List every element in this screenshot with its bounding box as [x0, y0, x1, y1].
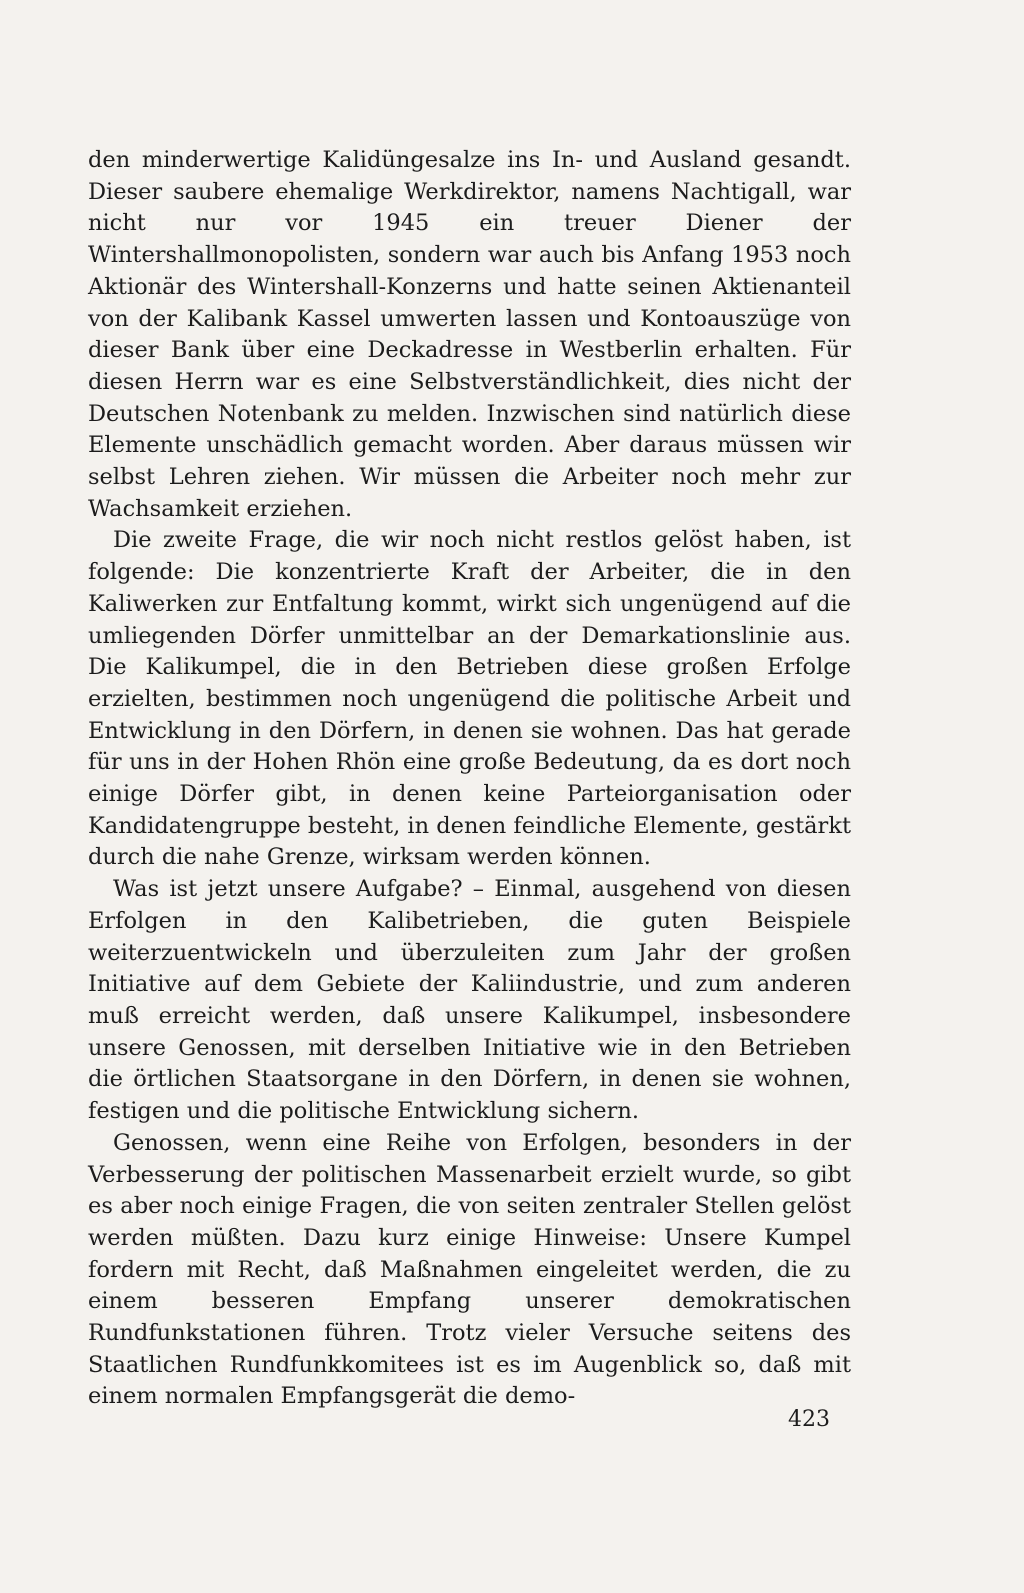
- paragraph-3: Was ist jetzt unsere Aufgabe? – Einmal, ausgehend von diesen Erfolgen in den Kalibetrieben, die guten Beispiele weiterzuentwickeln und überzuleiten zum Jahr der großen Initiative auf dem Gebiete der Kaliindustrie, und zum anderen muß erreicht werden, daß unsere Kalikumpel, insbesondere unsere Genossen, mit derselben Initiative wie in den Betrieben die örtlichen Staatsorgane in den Dörfern, in denen sie wohnen, festigen und die politische Entwicklung sichern.: [88, 876, 851, 1125]
- paragraph-2: Die zweite Frage, die wir noch nicht restlos gelöst haben, ist folgende: Die konzentrierte Kraft der Arbeiter, die in den Kaliwerken zur Entfaltung kommt, wirkt sich ungenügend auf die umliegenden Dörfer unmittelbar an der Demarkationslinie aus. Die Kalikumpel, die in den Betrieben diese großen Erfolge erzielten, bestimmen noch ungenügend die politische Arbeit und Entwicklung in den Dörfern, in denen sie wohnen. Das hat gerade für uns in der Hohen Rhön eine große Bedeutung, da es dort noch einige Dörfer gibt, in denen keine Parteiorganisation oder Kandidatengruppe besteht, in denen feindliche Elemente, gestärkt durch die nahe Grenze, wirksam werden können.: [88, 527, 851, 871]
- paragraph-4: Genossen, wenn eine Reihe von Erfolgen, besonders in der Verbesserung der politischen Massenarbeit erzielt wurde, so gibt es aber noch einige Fragen, die von seiten zentraler Stellen gelöst werden müßten. Dazu kurz einige Hinweise: Unsere Kumpel fordern mit Recht, daß Maßnahmen eingeleitet werden, die zu einem besseren Empfang unserer demokratischen Rundfunkstationen führen. Trotz vieler Versuche seitens des Staatlichen Rundfunkkomitees ist es im Augenblick so, daß mit einem normalen Empfangsgerät die demo-: [88, 1129, 851, 1410]
- page-number: 423: [788, 1407, 830, 1432]
- body-text: [88, 145, 851, 1413]
- paragraph-1: den minderwertige Kalidüngesalze ins In- und Ausland gesandt. Dieser saubere ehemalige Werkdirektor, namens Nachtigall, war nicht nur vor 1945 ein treuer Diener der Wintershallmonopolisten, sondern war auch bis Anfang 1953 noch Aktionär des Wintershall-Konzerns und hatte seinen Aktienanteil von der Kalibank Kassel umwerten lassen und Kontoauszüge von dieser Bank über eine Deckadresse in Westberlin erhalten. Für diesen Herrn war es eine Selbstverständlichkeit, dies nicht der Deutschen Notenbank zu melden. Inzwischen sind natürlich diese Elemente unschädlich gemacht worden. Aber daraus müssen wir selbst Lehren ziehen. Wir müssen die Arbeiter noch mehr zur Wachsamkeit erziehen.: [88, 147, 851, 522]
